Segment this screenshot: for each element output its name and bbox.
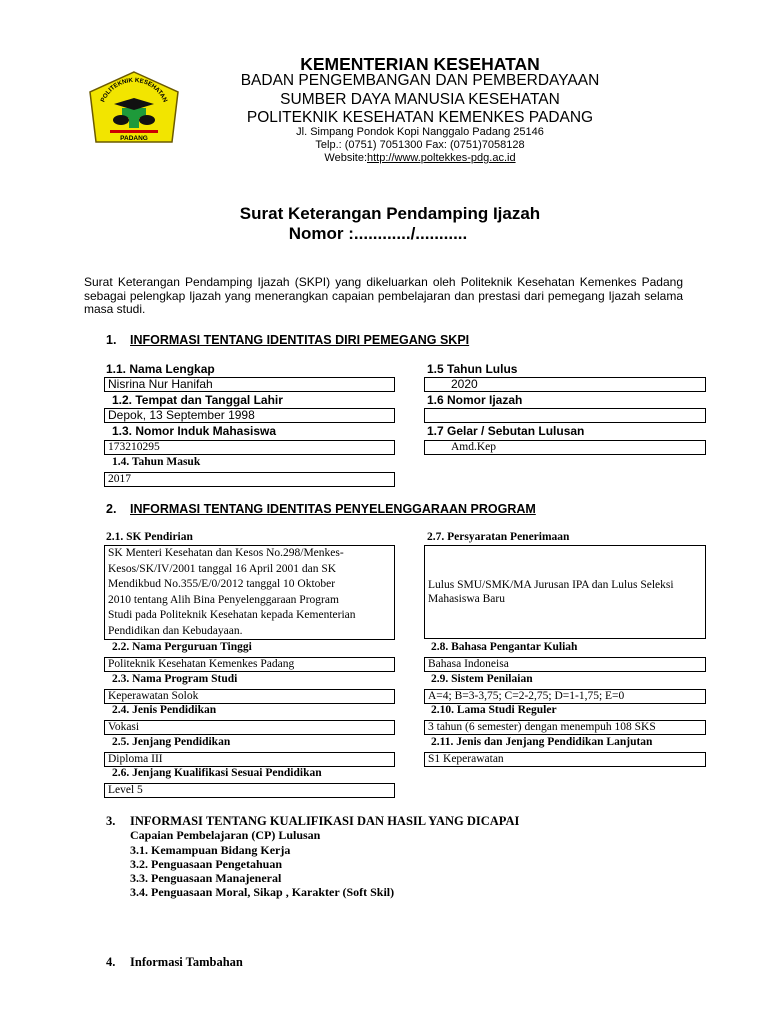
website-label: Website:: [324, 152, 367, 164]
field-program-studi: Keperawatan Solok: [104, 689, 395, 704]
sk-line: 2010 tentang Alih Bina Penyelenggaraan Program: [108, 593, 339, 606]
label-ttl: 1.2. Tempat dan Tanggal Lahir: [112, 393, 283, 407]
label-kualifikasi: 2.6. Jenjang Kualifikasi Sesuai Pendidikan: [112, 767, 322, 779]
field-nomor-ijazah: [424, 408, 706, 423]
field-kualifikasi: Level 5: [104, 783, 395, 798]
website-link[interactable]: http://www.poltekkes-pdg.ac.id: [367, 152, 516, 164]
agency-line-2: SUMBER DAYA MANUSIA KESEHATAN: [280, 91, 560, 108]
intro-paragraph: Surat Keterangan Pendamping Ijazah (SKPI) yang dikeluarkan oleh Politeknik Kesehatan Kemenkes Padang sebagai pelengkap Ijazah yang menerangkan capaian pembelajaran dan prestasi dari pemegang Ijazah selama masa studi.: [84, 275, 683, 317]
field-jenis-pendidikan: Vokasi: [104, 720, 395, 735]
label-jenjang-pendidikan: 2.5. Jenjang Pendidikan: [112, 736, 231, 748]
section-number: 4.: [106, 955, 116, 969]
label-nomor-ijazah: 1.6 Nomor Ijazah: [427, 393, 523, 407]
field-jenjang-pendidikan: Diploma III: [104, 752, 395, 767]
sk-line: Studi pada Politeknik Kesehatan kepada Kementerian: [108, 609, 356, 621]
persyaratan-text: Lulus SMU/SMK/MA Jurusan IPA dan Lulus Seleksi Mahasiswa Baru: [428, 579, 674, 605]
label-nim: 1.3. Nomor Induk Mahasiswa: [112, 424, 277, 438]
section-1-heading: [106, 333, 469, 347]
cp-item: 3.4. Penguasaan Moral, Sikap , Karakter (Soft Skil): [130, 885, 395, 899]
label-bahasa: 2.8. Bahasa Pengantar Kuliah: [431, 641, 578, 653]
field-gelar: Amd.Kep: [424, 440, 706, 455]
field-tahun-lulus: 2020: [424, 377, 706, 392]
section-number: 2.: [106, 502, 117, 516]
label-tahun-lulus: 1.5 Tahun Lulus: [427, 362, 518, 376]
logo-text-bottom: PADANG: [120, 135, 148, 142]
field-sk-pendirian: [104, 545, 395, 640]
field-nama: Nisrina Nur Hanifah: [104, 377, 395, 392]
phone-fax: Telp.: (0751) 7051300 Fax: (0751)7058128: [315, 139, 525, 151]
address: Jl. Simpang Pondok Kopi Nanggalo Padang 25146: [296, 126, 544, 138]
section-2-heading: [106, 502, 536, 516]
field-ttl: Depok, 13 September 1998: [104, 408, 395, 423]
section-title: Informasi Tambahan: [130, 955, 243, 969]
label-jenis-pendidikan: 2.4. Jenis Pendidikan: [112, 704, 217, 716]
field-persyaratan: [424, 545, 706, 639]
cp-item: 3.2. Penguasaan Pengetahuan: [130, 857, 283, 871]
field-lama-studi: 3 tahun (6 semester) dengan menempuh 108 SKS: [424, 720, 706, 735]
section-title: INFORMASI TENTANG IDENTITAS DIRI PEMEGANG SKPI: [130, 333, 470, 347]
field-bahasa: Bahasa Indoneisa: [424, 657, 706, 672]
cp-subtitle: Capaian Pembelajaran (CP) Lulusan: [130, 828, 321, 842]
institution-name: POLITEKNIK KESEHATAN KEMENKES PADANG: [246, 109, 594, 126]
website: [190, 152, 650, 164]
label-gelar: 1.7 Gelar / Sebutan Lulusan: [427, 424, 585, 438]
sk-line: Kesos/SK/IV/2001 tanggal 16 April 2001 dan SK: [108, 562, 337, 575]
label-pendidikan-lanjutan: 2.11. Jenis dan Jenjang Pendidikan Lanjutan: [431, 736, 653, 748]
document-number: Nomor :............/...........: [288, 224, 468, 243]
label-perguruan-tinggi: 2.2. Nama Perguruan Tinggi: [112, 641, 252, 653]
document-title: Surat Keterangan Pendamping Ijazah: [239, 204, 541, 223]
section-3-heading: [106, 814, 519, 829]
label-lama-studi: 2.10. Lama Studi Reguler: [431, 704, 557, 716]
logo-text-top: POLITEKNIK KESEHATAN: [99, 76, 169, 104]
field-pendidikan-lanjutan: S1 Keperawatan: [424, 752, 706, 767]
field-sistem-penilaian: A=4; B=3-3,75; C=2-2,75; D=1-1,75; E=0: [424, 689, 706, 704]
section-title: INFORMASI TENTANG IDENTITAS PENYELENGGARAAN PROGRAM: [130, 502, 536, 516]
label-tahun-masuk: 1.4. Tahun Masuk: [112, 456, 201, 468]
label-sistem-penilaian: 2.9. Sistem Penilaian: [431, 673, 533, 685]
cp-item: 3.1. Kemampuan Bidang Kerja: [130, 843, 291, 857]
section-number: 1.: [106, 333, 117, 347]
sk-line: Mendikbud No.355/E/0/2012 tanggal 10 Oktober: [108, 578, 336, 590]
field-perguruan-tinggi: Politeknik Kesehatan Kemenkes Padang: [104, 657, 395, 672]
sk-line: Pendidikan dan Kebudayaan.: [108, 624, 243, 637]
label-program-studi: 2.3. Nama Program Studi: [112, 673, 238, 685]
label-nama: 1.1. Nama Lengkap: [106, 362, 215, 376]
sk-line: SK Menteri Kesehatan dan Kesos No.298/Menkes-: [108, 547, 344, 559]
section-4-heading: [106, 955, 243, 970]
ministry-name: KEMENTERIAN KESEHATAN: [300, 54, 540, 74]
section-number: 3.: [106, 814, 116, 828]
poltekkes-logo: [88, 70, 180, 152]
label-sk-pendirian: 2.1. SK Pendirian: [106, 531, 193, 543]
agency-line-1: BADAN PENGEMBANGAN DAN PEMBERDAYAAN: [240, 72, 600, 89]
label-persyaratan: 2.7. Persyaratan Penerimaan: [427, 531, 570, 543]
field-tahun-masuk: 2017: [104, 472, 395, 487]
section-title: INFORMASI TENTANG KUALIFIKASI DAN HASIL YANG DICAPAI: [130, 814, 520, 828]
cp-item: 3.3. Penguasaan Manajeneral: [130, 871, 282, 885]
field-nim: 173210295: [104, 440, 395, 455]
